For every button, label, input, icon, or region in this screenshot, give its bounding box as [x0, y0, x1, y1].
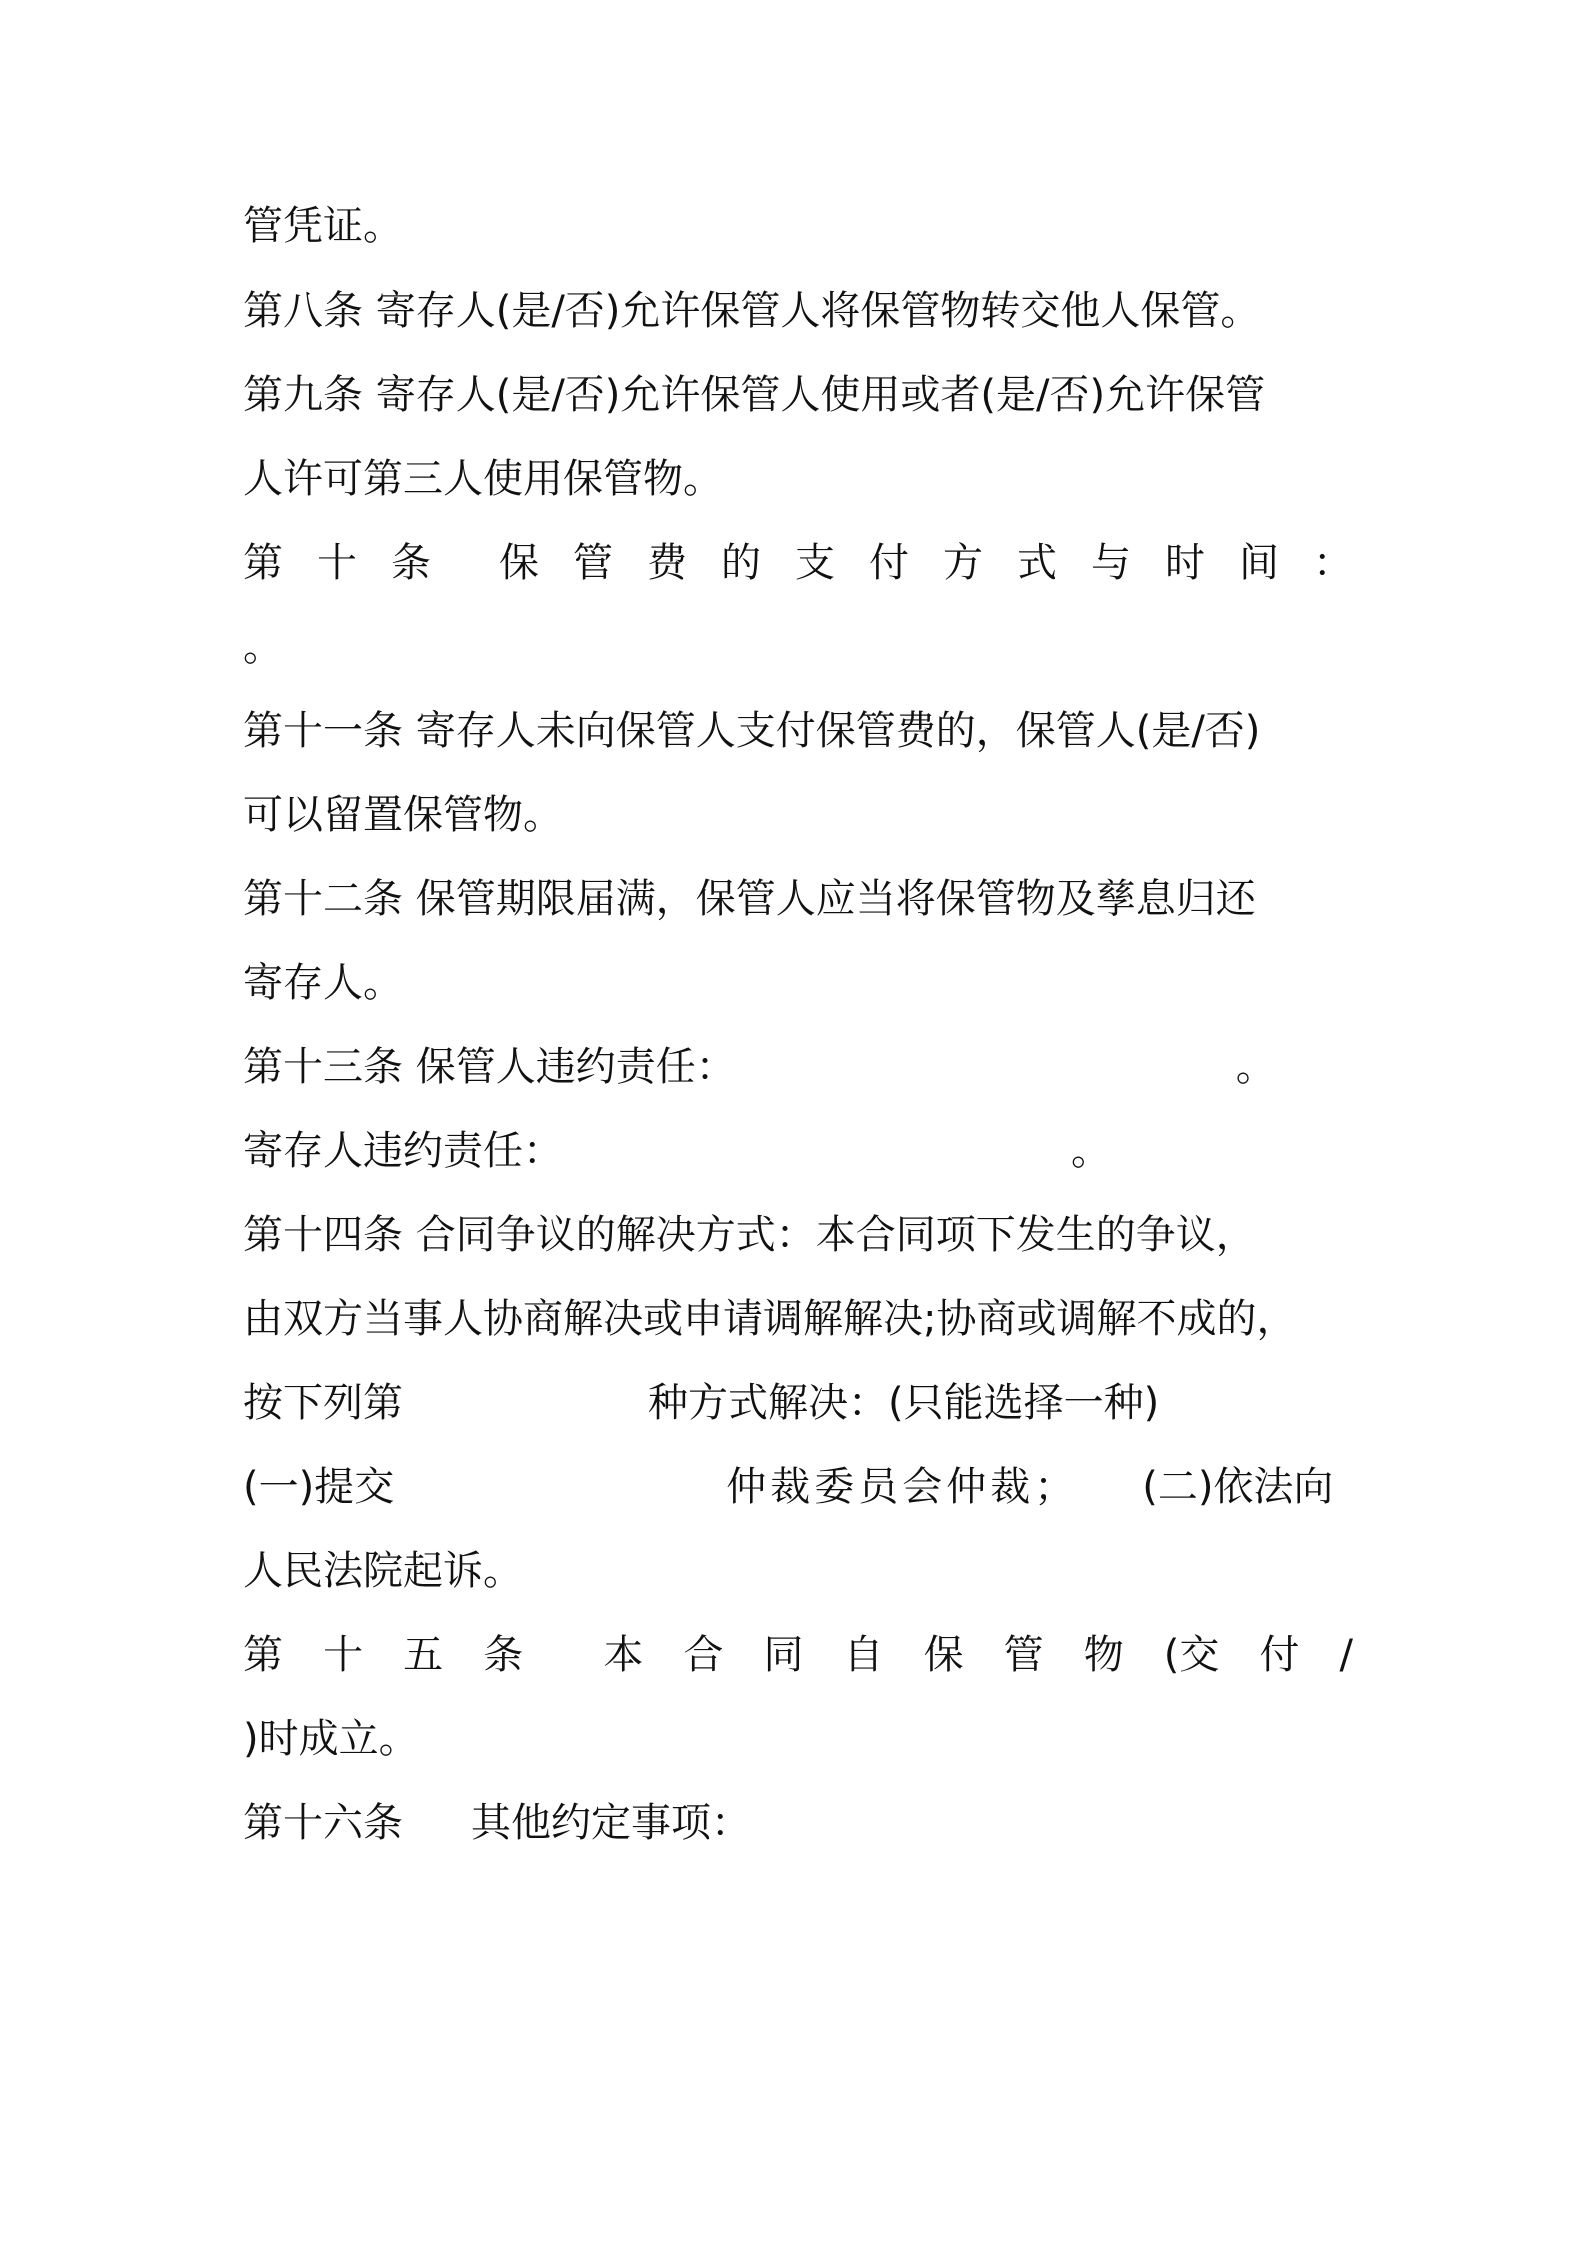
- char: 十: [317, 540, 357, 586]
- char: 自: [843, 1632, 884, 1678]
- text-line: 由双方当事人协商解决或申请调解解决;协商或调解不成的，: [243, 1296, 1297, 1342]
- char: 第: [243, 540, 283, 586]
- text-segment: 第十三条 保管人违约责任：: [243, 1044, 736, 1090]
- text-segment: (一)提交: [243, 1464, 395, 1510]
- char: 保: [499, 540, 539, 586]
- text-segment: 。: [1235, 1044, 1276, 1090]
- char: 条: [483, 1632, 524, 1678]
- char: 式: [1017, 540, 1057, 586]
- article-11: 第十一条 寄存人未向保管人支付保管费的，保管人(是/否): [243, 708, 1261, 754]
- article-9: 第九条 寄存人(是/否)允许保管人使用或者(是/否)允许保管: [243, 372, 1266, 418]
- text-line: 人民法院起诉。: [243, 1548, 523, 1594]
- text-segment: 其他约定事项：: [471, 1800, 751, 1846]
- char: 间: [1239, 540, 1279, 586]
- text-segment: (二)依法向: [1142, 1464, 1334, 1510]
- text-segment: 寄存人违约责任：: [243, 1128, 563, 1174]
- char: 付: [1259, 1632, 1300, 1678]
- text-line: 人许可第三人使用保管物。: [243, 456, 723, 502]
- text-line: 。: [243, 624, 283, 670]
- article-10: [243, 535, 1353, 591]
- char: 管: [1003, 1632, 1044, 1678]
- article-13: [243, 1039, 1353, 1095]
- text-segment: 第十六条: [243, 1800, 403, 1846]
- text-segment: 仲裁委员会仲裁；: [726, 1464, 1079, 1510]
- char: ：: [1313, 540, 1353, 586]
- char: 第: [243, 1632, 283, 1678]
- char: 支: [795, 540, 835, 586]
- text-line: )时成立。: [243, 1716, 419, 1762]
- article-16: [243, 1795, 1353, 1851]
- text-line: [243, 1459, 1353, 1515]
- text-line: 寄存人。: [243, 960, 403, 1006]
- text-segment: 。: [1071, 1128, 1111, 1174]
- char: 物: [1083, 1632, 1124, 1678]
- text-line: [243, 1375, 1353, 1431]
- char: 管: [573, 540, 613, 586]
- char: 费: [647, 540, 687, 586]
- text-line: [243, 1123, 1353, 1179]
- text-segment: 按下列第: [243, 1380, 403, 1426]
- char: 时: [1165, 540, 1205, 586]
- char: 方: [943, 540, 983, 586]
- char: 本: [603, 1632, 644, 1678]
- char: 十: [323, 1632, 364, 1678]
- char: 保: [923, 1632, 964, 1678]
- char: (交: [1163, 1632, 1220, 1678]
- char: 同: [763, 1632, 804, 1678]
- article-12: 第十二条 保管期限届满，保管人应当将保管物及孳息归还: [243, 876, 1256, 922]
- char: 付: [869, 540, 909, 586]
- text-line: 管凭证。: [243, 203, 403, 249]
- text-line: 可以留置保管物。: [243, 792, 563, 838]
- char: 五: [403, 1632, 444, 1678]
- char: /: [1339, 1632, 1353, 1678]
- article-15: [243, 1627, 1353, 1683]
- char: 合: [683, 1632, 724, 1678]
- char: 的: [721, 540, 761, 586]
- article-8: 第八条 寄存人(是/否)允许保管人将保管物转交他人保管。: [243, 288, 1261, 334]
- article-14: 第十四条 合同争议的解决方式：本合同项下发生的争议，: [243, 1212, 1256, 1258]
- char: 条: [391, 540, 431, 586]
- char: 与: [1091, 540, 1131, 586]
- text-segment: 种方式解决：(只能选择一种): [648, 1380, 1160, 1426]
